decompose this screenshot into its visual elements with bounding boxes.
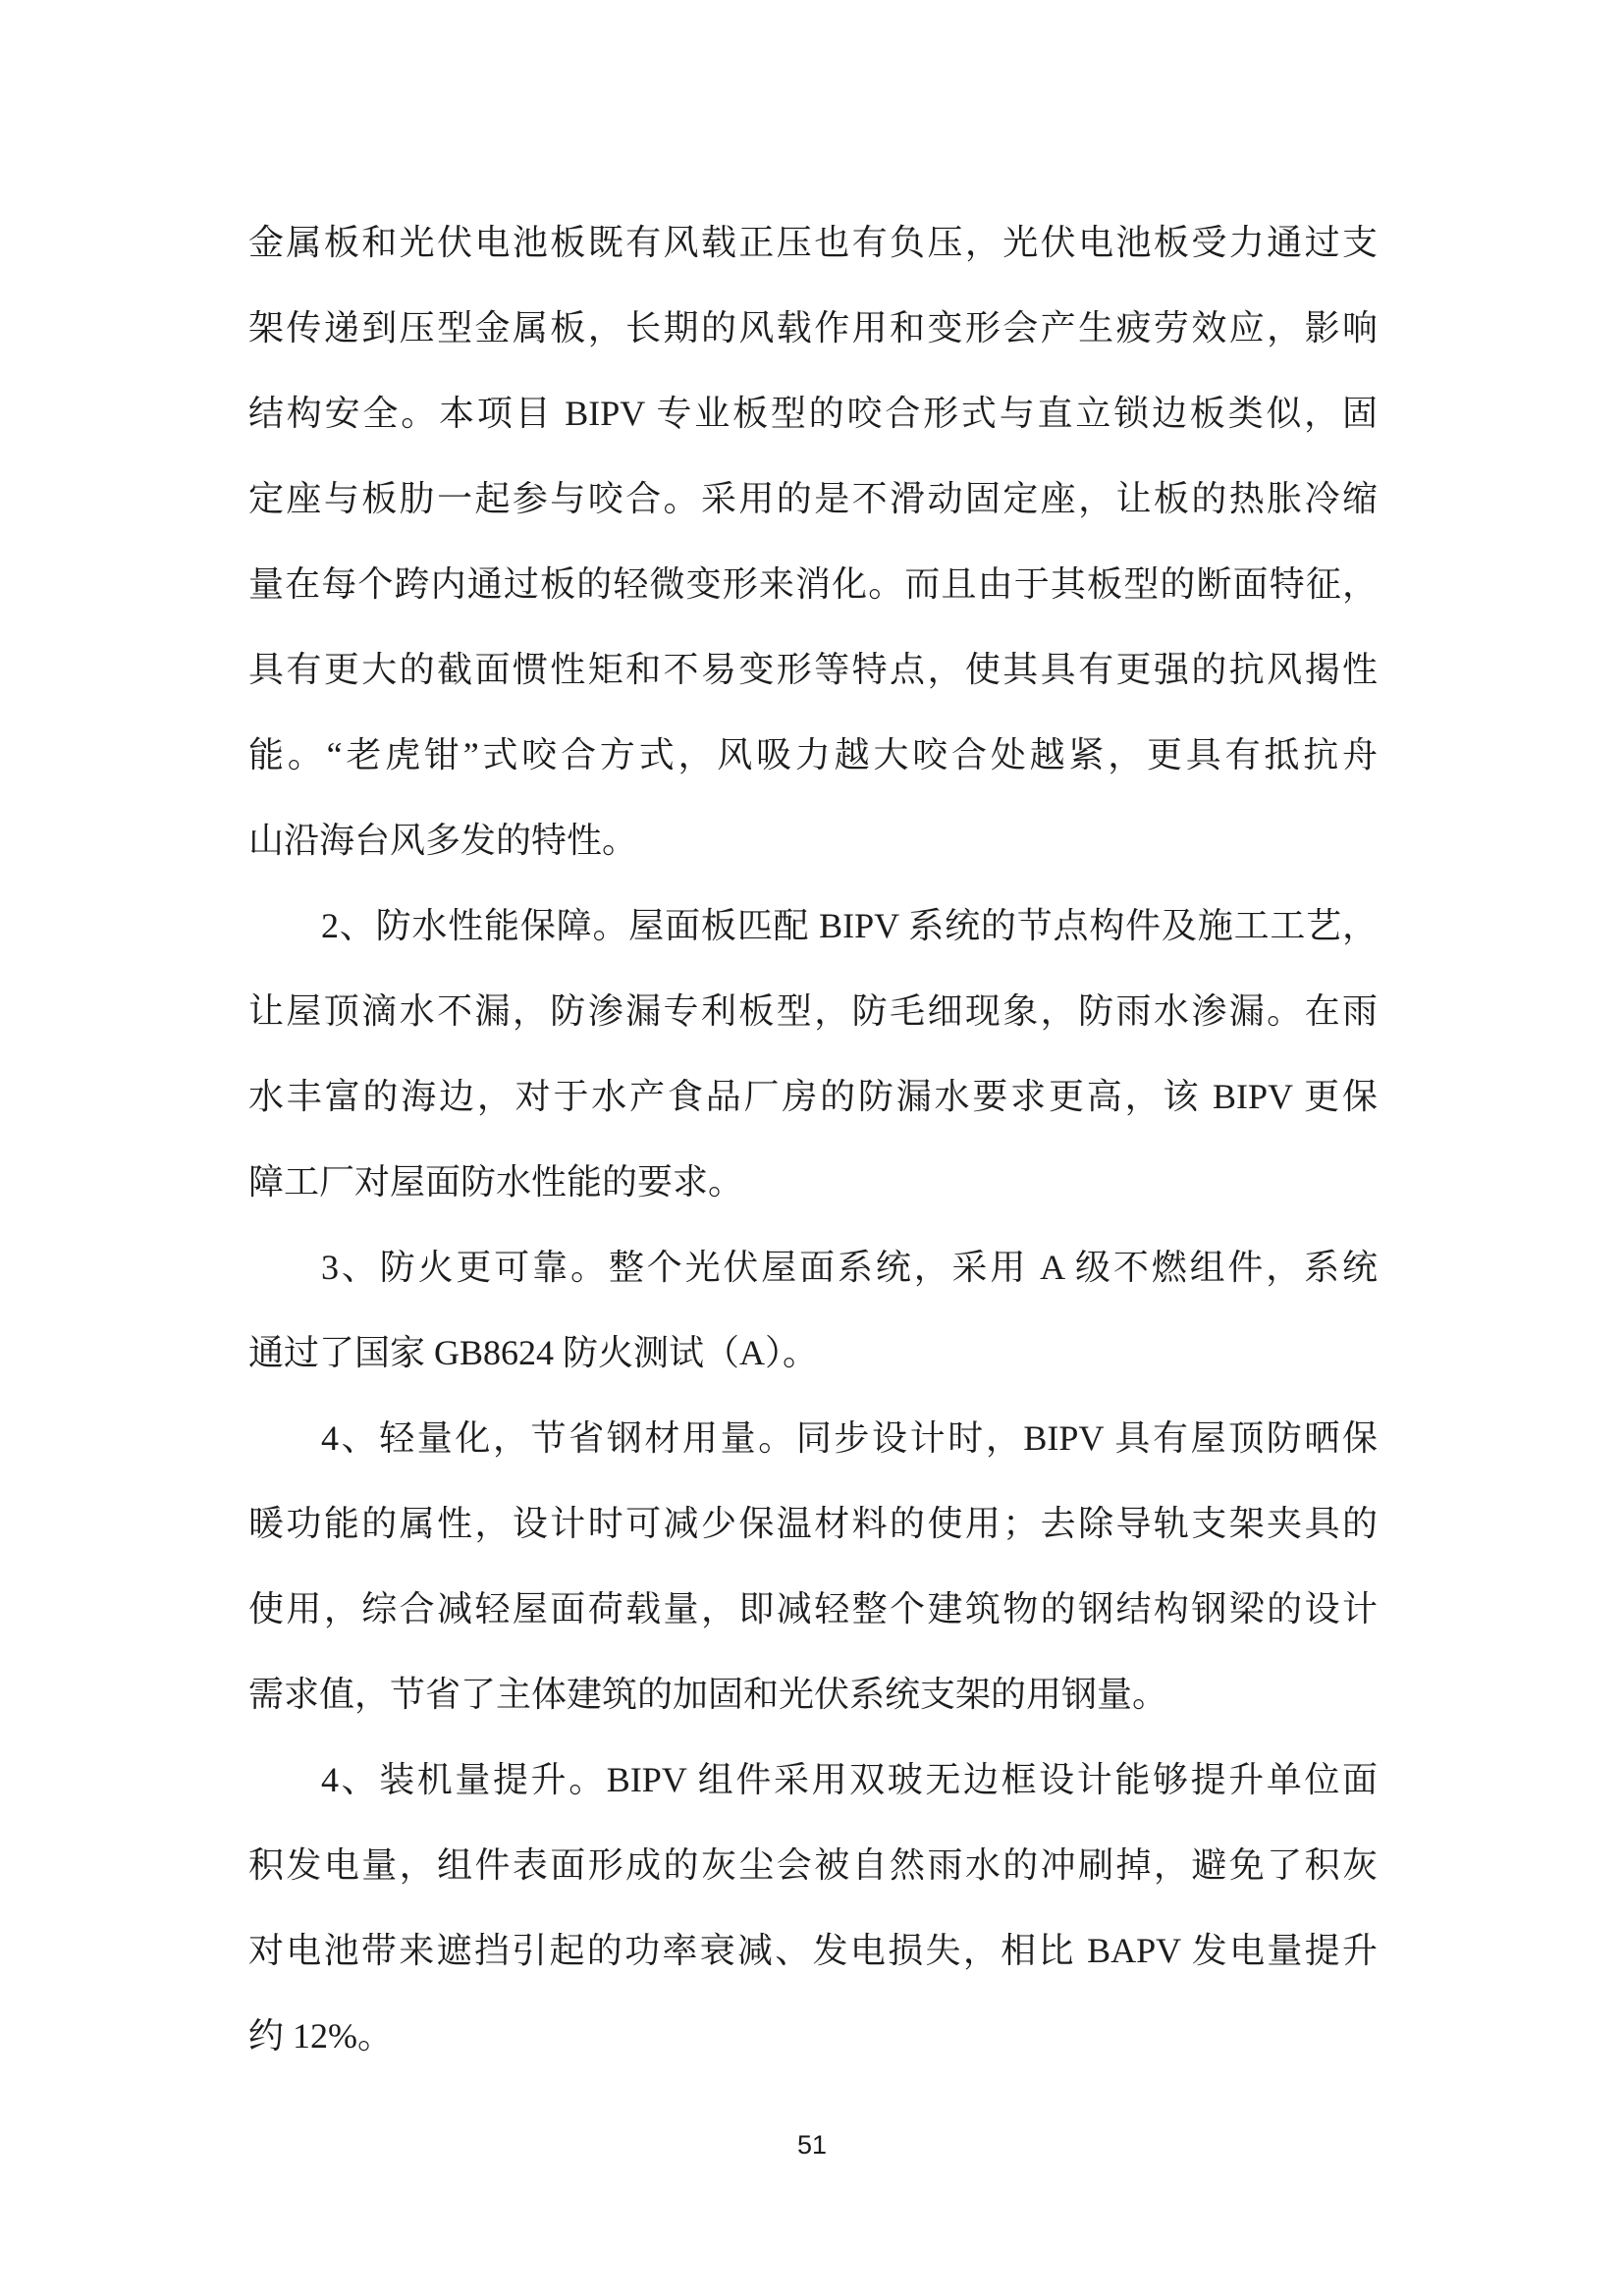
- text-line-p3-l2: 通过了国家 GB8624 防火测试（A）。: [248, 1333, 819, 1372]
- text-line-p2-l3: 水丰富的海边，对于水产食品厂房的防漏水要求更高，该 BIPV 更保: [248, 1077, 1378, 1116]
- body-text: [248, 200, 1378, 2079]
- text-line-p3-l1: 3、防火更可靠。整个光伏屋面系统，采用 A 级不燃组件，系统: [321, 1248, 1378, 1287]
- text-line-p1-l6: 具有更大的截面惯性矩和不易变形等特点，使其具有更强的抗风揭性: [248, 650, 1378, 689]
- text-line-p5-l4: 约 12%。: [248, 2016, 393, 2056]
- text-line-p2-l4: 障工厂对屋面防水性能的要求。: [248, 1162, 744, 1201]
- text-line-p2-l1: 2、防水性能保障。屋面板匹配 BIPV 系统的节点构件及施工工艺，: [321, 906, 1378, 945]
- text-line-p2-l2: 让屋顶滴水不漏，防渗漏专利板型，防毛细现象，防雨水渗漏。在雨: [248, 991, 1378, 1031]
- text-line-p4-l4: 需求值，节省了主体建筑的加固和光伏系统支架的用钢量。: [248, 1675, 1168, 1714]
- text-line-p4-l2: 暖功能的属性，设计时可减少保温材料的使用；去除导轨支架夹具的: [248, 1504, 1378, 1543]
- text-line-p4-l3: 使用，综合减轻屋面荷载量，即减轻整个建筑物的钢结构钢梁的设计: [248, 1589, 1378, 1629]
- text-line-p1-l7: 能。“老虎钳”式咬合方式，风吸力越大咬合处越紧，更具有抵抗舟: [248, 735, 1378, 774]
- text-line-p1-l1: 金属板和光伏电池板既有风载正压也有负压，光伏电池板受力通过支: [248, 223, 1378, 262]
- text-line-p1-l5: 量在每个跨内通过板的轻微变形来消化。而且由于其板型的断面特征，: [248, 564, 1378, 604]
- text-line-p1-l2: 架传递到压型金属板，长期的风载作用和变形会产生疲劳效应，影响: [248, 308, 1378, 347]
- text-line-p1-l4: 定座与板肋一起参与咬合。采用的是不滑动固定座，让板的热胀冷缩: [248, 479, 1378, 518]
- page-number: 51: [796, 2130, 828, 2160]
- text-line-p5-l3: 对电池带来遮挡引起的功率衰减、发电损失，相比 BAPV 发电量提升: [248, 1931, 1378, 1970]
- text-line-p1-l8: 山沿海台风多发的特性。: [248, 821, 638, 860]
- text-line-p4-l1: 4、轻量化，节省钢材用量。同步设计时，BIPV 具有屋顶防晒保: [321, 1418, 1378, 1458]
- text-line-p1-l3: 结构安全。本项目 BIPV 专业板型的咬合形式与直立锁边板类似，固: [248, 394, 1378, 433]
- text-line-p5-l1: 4、装机量提升。BIPV 组件采用双玻无边框设计能够提升单位面: [321, 1760, 1378, 1799]
- text-line-p5-l2: 积发电量，组件表面形成的灰尘会被自然雨水的冲刷掉，避免了积灰: [248, 1845, 1378, 1885]
